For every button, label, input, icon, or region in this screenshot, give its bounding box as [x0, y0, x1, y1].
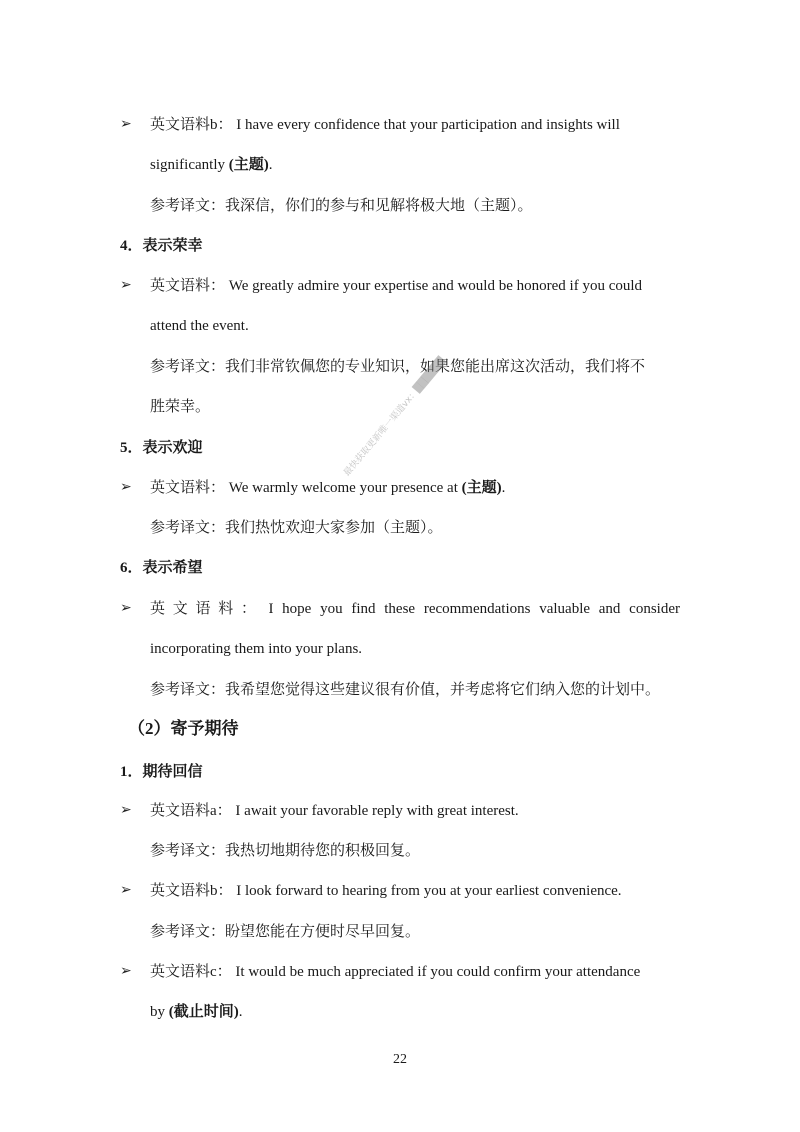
source-text-continued: incorporating them into your plans. [150, 641, 363, 657]
reference-translation: 参考译文：我希望您觉得这些建议很有价值，并考虑将它们纳入您的计划中。 [150, 682, 661, 698]
source-text [150, 962, 640, 982]
source-label: 英 文 语 料 ： [150, 601, 259, 617]
source-sentence: I await your favorable reply with great interest. [235, 803, 519, 819]
source-sentence: We warmly welcome your presence at [228, 480, 462, 496]
source-text [150, 478, 505, 498]
bullet-marker: ➢ [120, 117, 132, 132]
placeholder-deadline: (截止时间) [168, 1004, 239, 1020]
source-text [150, 881, 622, 901]
source-label: 英文语料a： [150, 803, 232, 819]
source-text-continued [150, 1002, 243, 1022]
source-label: 英文语料： [150, 480, 226, 496]
source-text [150, 276, 642, 296]
source-sentence: I look forward to hearing from you at your earliest convenience. [236, 883, 622, 899]
bullet-marker: ➢ [120, 803, 132, 818]
punctuation: . [501, 480, 506, 496]
punctuation: . [268, 157, 273, 173]
bullet-marker: ➢ [120, 278, 132, 293]
source-text [150, 115, 620, 135]
reference-translation: 参考译文：我们非常钦佩您的专业知识，如果您能出席这次活动，我们将不 [150, 359, 646, 375]
bullet-marker: ➢ [120, 964, 132, 979]
subheading-welcome: 5．表示欢迎 [120, 440, 203, 456]
source-sentence: We greatly admire your expertise and would be honored if you could [228, 278, 643, 294]
source-sentence: significantly [150, 157, 229, 173]
source-label: 英文语料c： [150, 964, 232, 980]
bullet-marker: ➢ [120, 601, 132, 616]
source-label: 英文语料b： [150, 117, 233, 133]
reference-translation: 参考译文：我深信，你们的参与和见解将极大地（主题）。 [150, 198, 533, 214]
subheading-honor: 4．表示荣幸 [120, 238, 203, 254]
subheading-hope: 6．表示希望 [120, 560, 203, 576]
placeholder-topic: (主题) [461, 480, 502, 496]
source-text-continued: attend the event. [150, 318, 249, 334]
punctuation: . [238, 1004, 243, 1020]
bullet-marker: ➢ [120, 480, 132, 495]
source-sentence: It would be much appreciated if you could confirm your attendance [235, 964, 641, 980]
watermark-text: 最快获取更新唯一渠道vx：██████ [342, 356, 448, 479]
source-label: 英文语料b： [150, 883, 233, 899]
section-title-expectation: （2）寄予期待 [128, 719, 239, 738]
source-text-continued [150, 155, 273, 175]
bullet-marker: ➢ [120, 883, 132, 898]
placeholder-topic: (主题) [228, 157, 269, 173]
source-sentence: I have every confidence that your participation and insights will [236, 117, 620, 133]
source-label: 英文语料： [150, 278, 226, 294]
reference-translation: 参考译文：我们热忱欢迎大家参加（主题）。 [150, 520, 443, 536]
subheading-await-reply: 1．期待回信 [120, 764, 203, 780]
source-text [150, 599, 680, 619]
source-sentence: I hope you find these recommendations valuable and consider [268, 601, 680, 617]
reference-translation-continued: 胜荣幸。 [150, 399, 211, 415]
reference-translation: 参考译文：我热切地期待您的积极回复。 [150, 843, 421, 859]
source-text [150, 801, 519, 821]
reference-translation: 参考译文：盼望您能在方便时尽早回复。 [150, 924, 421, 940]
source-sentence: by [150, 1004, 169, 1020]
page-number: 22 [393, 1052, 407, 1067]
